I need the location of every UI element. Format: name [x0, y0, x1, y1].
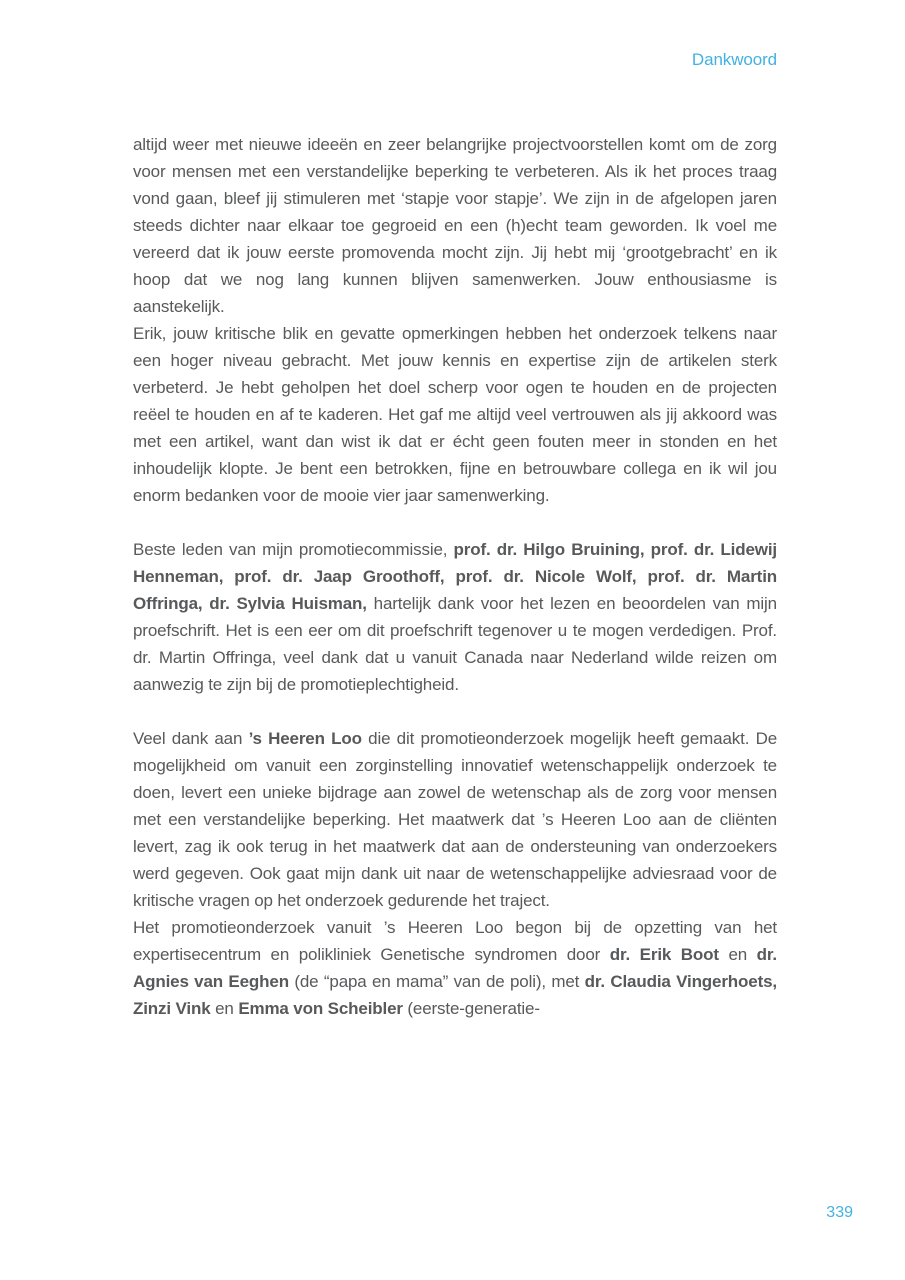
page-number: 339	[826, 1204, 853, 1221]
bold-text-segment: dr. Erik Boot	[609, 945, 719, 964]
bold-text-segment: dr. Agnies van Eeghen	[133, 945, 777, 991]
bold-text-segment: prof. dr. Hilgo Bruining, prof. dr. Lidewij Henneman, prof. dr. Jaap Groothoff, prof. dr. Nicole Wolf, prof. dr. Martin Offringa, dr. Sylvia Huisman,	[133, 540, 777, 613]
text-segment: die dit promotieonderzoek mogelijk heeft gemaakt. De mogelijkheid om vanuit een zorginstelling innovatief wetenschappelijk onderzoek te doen, levert een unieke bijdrage aan zowel de wetenschap als de zorg voor mensen met een verstandelijke beperking. Het maatwerk dat ’s Heeren Loo aan de cliënten levert, zag ik ook terug in het maatwerk dat aan de ondersteuning van onderzoekers werd gegeven. Ook gaat mijn dank uit naar de wetenschappelijke adviesraad voor de kritische vragen op het onderzoek gedurende het traject.	[133, 729, 777, 910]
page-footer	[0, 1203, 853, 1223]
paragraph	[133, 725, 777, 914]
text-segment: Beste leden van mijn promotiecommissie,	[133, 540, 454, 559]
running-header	[133, 50, 777, 70]
running-header-label: Dankwoord	[691, 50, 777, 69]
paragraph	[133, 914, 777, 1022]
text-segment: Veel dank aan	[133, 729, 249, 748]
paragraph	[133, 536, 777, 698]
bold-text-segment: ’s Heeren Loo	[248, 729, 362, 748]
text-segment: en	[718, 945, 757, 964]
text-segment: hartelijk dank voor het lezen en beoordelen van mijn proefschrift. Het is een eer om dit proefschrift tegenover u te mogen verdedigen. Prof. dr. Martin Offringa, veel dank dat u vanuit Canada naar Nederland wilde reizen om aanwezig te zijn bij de promotieplechtigheid.	[133, 594, 777, 694]
text-segment: Het promotieonderzoek vanuit ’s Heeren Loo begon bij de opzetting van het expertisecentrum en polikliniek Genetische syndromen door	[133, 918, 777, 964]
paragraph	[133, 320, 777, 509]
text-segment: en	[210, 999, 239, 1018]
paragraph	[133, 131, 777, 320]
bold-text-segment: Emma von Scheibler	[238, 999, 403, 1018]
bold-text-segment: dr. Claudia Vingerhoets, Zinzi Vink	[133, 972, 777, 1018]
text-segment: Erik, jouw kritische blik en gevatte opmerkingen hebben het onderzoek telkens naar een hoger niveau gebracht. Met jouw kennis en expertise zijn de artikelen sterk verbeterd. Je hebt geholpen het doel scherp voor ogen te houden en de projecten reëel te houden en af te kaderen. Het gaf me altijd veel vertrouwen als jij akkoord was met een artikel, want dan wist ik dat er écht geen fouten meer in stonden en het inhoudelijk klopte. Je bent een betrokken, fijne en betrouwbare collega en ik wil jou enorm bedanken voor de mooie vier jaar samenwerking.	[133, 324, 777, 505]
text-segment: (eerste-generatie-	[402, 999, 540, 1018]
text-segment: (de “papa en mama” van de poli), met	[288, 972, 585, 991]
text-segment: altijd weer met nieuwe ideeën en zeer belangrijke projectvoorstellen komt om de zorg voor mensen met een verstandelijke beperking te verbeteren. Als ik het proces traag vond gaan, bleef jij stimuleren met ‘stapje voor stapje’. We zijn in de afgelopen jaren steeds dichter naar elkaar toe gegroeid en een (h)echt team geworden. Ik voel me vereerd dat ik jouw eerste promovenda mocht zijn. Jij hebt mij ‘grootgebracht’ en ik hoop dat we nog lang kunnen blijven samenwerken. Jouw enthousiasme is aanstekelijk.	[133, 135, 777, 316]
body-text	[133, 131, 777, 1022]
